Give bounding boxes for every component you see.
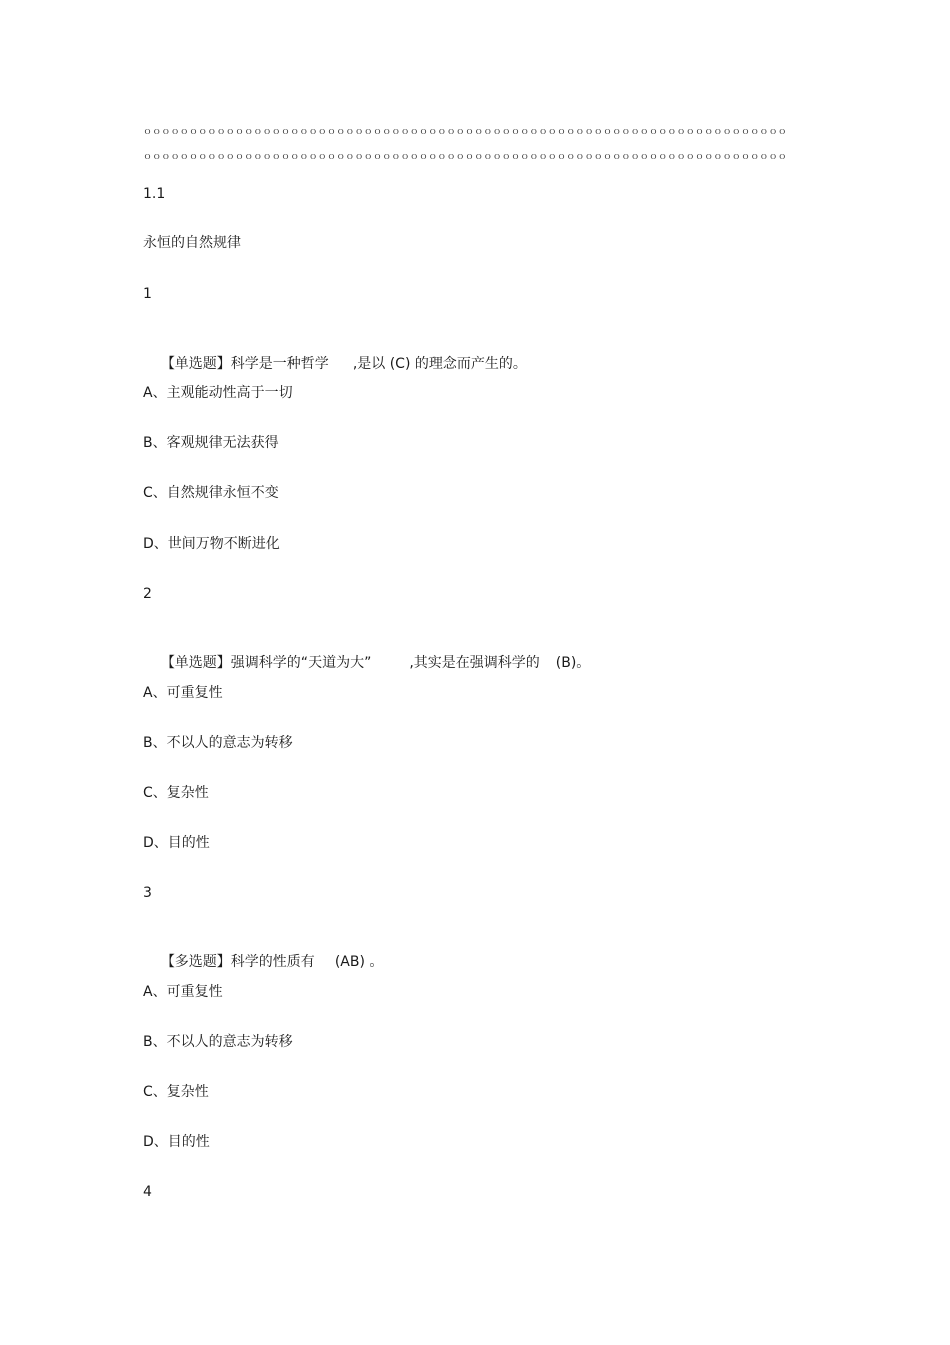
- dotted-separator-bottom: ｏｏｏｏｏｏｏｏｏｏｏｏｏｏｏｏｏｏｏｏｏｏｏｏｏｏｏｏｏｏｏｏｏｏｏｏｏｏｏｏｏｏｏｏｏｏｏｏｏｏｏｏｏｏｏｏｏｏｏｏｏｏｏｏｏｏｏｏｏｏ: [143, 152, 788, 162]
- question-stem-text: ,其实是在强调科学的: [409, 655, 540, 671]
- question-stem-text: (AB) 。: [334, 954, 384, 970]
- section-number: 1.1: [143, 186, 166, 202]
- option-b: B、不以人的意志为转移: [143, 1034, 293, 1050]
- question-number: 2: [143, 586, 152, 602]
- option-b: B、客观规律无法获得: [143, 435, 279, 451]
- option-a: A、主观能动性高于一切: [143, 385, 293, 401]
- option-a: A、可重复性: [143, 685, 223, 701]
- option-d: D、目的性: [143, 835, 210, 851]
- question-stem-text: 【单选题】强调科学的“天道为大”: [160, 655, 372, 671]
- question-number: 3: [143, 885, 152, 901]
- option-b: B、不以人的意志为转移: [143, 735, 293, 751]
- option-d: D、目的性: [143, 1134, 210, 1150]
- option-c: C、复杂性: [143, 785, 209, 801]
- question-stem-text: ,是以 (C) 的理念而产生的。: [352, 356, 527, 372]
- dotted-separator-top: ｏｏｏｏｏｏｏｏｏｏｏｏｏｏｏｏｏｏｏｏｏｏｏｏｏｏｏｏｏｏｏｏｏｏｏｏｏｏｏｏｏｏｏｏｏｏｏｏｏｏｏｏｏｏｏｏｏｏｏｏｏｏｏｏｏｏｏｏｏｏ: [143, 127, 788, 137]
- question-stem-text: 【单选题】科学是一种哲学: [160, 356, 329, 372]
- question-number: 4: [143, 1184, 152, 1200]
- option-c: C、自然规律永恒不变: [143, 485, 279, 501]
- option-a: A、可重复性: [143, 984, 223, 1000]
- question-stem-text: (B)。: [555, 655, 591, 671]
- question-number: 1: [143, 286, 152, 302]
- question-stem-text: 【多选题】科学的性质有: [160, 954, 315, 970]
- option-d: D、世间万物不断进化: [143, 536, 280, 552]
- option-c: C、复杂性: [143, 1084, 209, 1100]
- section-title: 永恒的自然规律: [143, 235, 241, 251]
